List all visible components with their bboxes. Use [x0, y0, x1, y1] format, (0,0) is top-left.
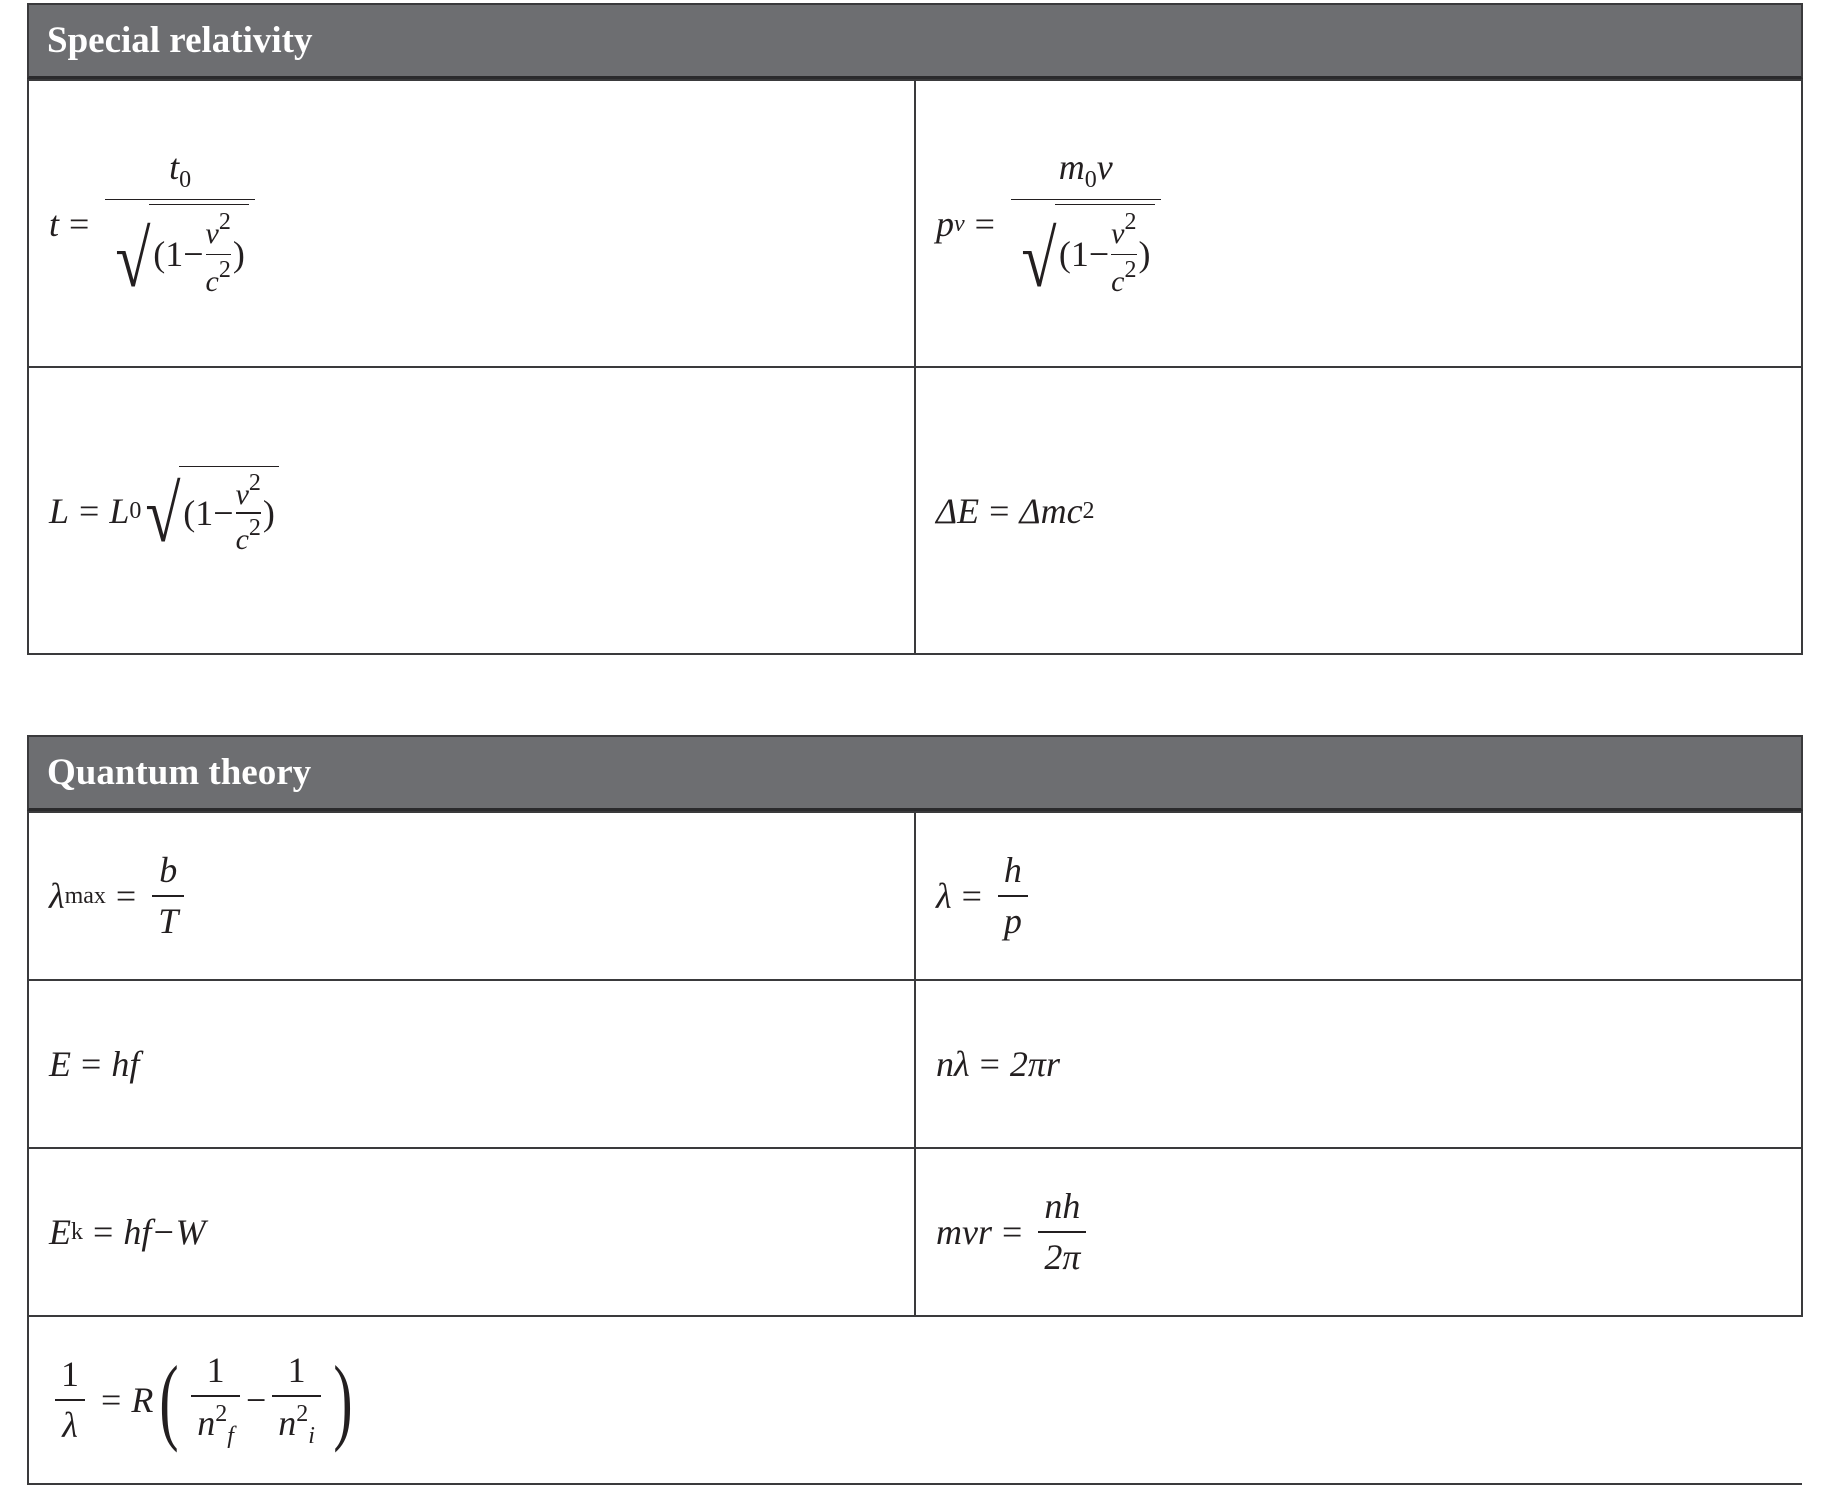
formula-table — [27, 811, 1803, 1485]
special-relativity-section — [27, 3, 1803, 655]
formula-table — [27, 79, 1803, 655]
formula-cell-rydberg — [28, 1316, 1802, 1484]
square-root: √ (1− $v^2$ $c^2$ ) — [111, 204, 249, 300]
square-root: √ (1− $v^2$ $c^2$ ) — [141, 466, 279, 555]
formula-cell-time-dilation — [28, 80, 915, 367]
length-contraction-formula: L = L 0 √ (1− $v^2$ $c^2$ ) — [49, 466, 279, 555]
quantum-theory-section — [27, 735, 1803, 1485]
section-header: Special relativity — [27, 3, 1803, 79]
formula-cell-photon-energy — [28, 980, 915, 1148]
relativistic-momentum-formula: p v = $m_0v$ √ (1− $v^2$ $c^2$ ) — [936, 147, 1167, 300]
square-root: √ (1− $v^2$ $c^2$ ) — [1017, 204, 1155, 300]
formula-cell-bohr — [915, 1148, 1802, 1316]
formula-cell-momentum — [915, 80, 1802, 367]
de-broglie-formula: λ = $\frac{h}{p}$ — [936, 850, 1034, 942]
standing-wave-formula: nλ = 2πr — [936, 1044, 1060, 1084]
formula-cell-standing-wave — [915, 980, 1802, 1148]
bohr-quantization-formula: mvr = $\frac{nh}{2\pi}$ — [936, 1186, 1092, 1278]
wien-law-formula: λ max = $\frac{b}{T}$ — [49, 850, 190, 942]
mass-energy-formula: ΔE = Δmc 2 — [936, 490, 1095, 531]
formula-cell-photoelectric — [28, 1148, 915, 1316]
time-dilation-formula: t = $t_0$ √ (1− $v^2$ $c^2$ ) — [49, 147, 261, 300]
section-header: Quantum theory — [27, 735, 1803, 811]
photoelectric-formula: E k = hf−W — [49, 1212, 206, 1252]
formula-cell-mass-energy — [915, 367, 1802, 654]
photon-energy-formula: E = hf — [49, 1044, 140, 1084]
formula-cell-wien — [28, 812, 915, 980]
formula-cell-de-broglie — [915, 812, 1802, 980]
formula-cell-length-contraction — [28, 367, 915, 654]
rydberg-formula: $\frac{1}{\lambda}$ = R ( $\frac{1}{n^2_f}$ − $\frac{1}{n^2_i}$ ) — [49, 1350, 359, 1450]
